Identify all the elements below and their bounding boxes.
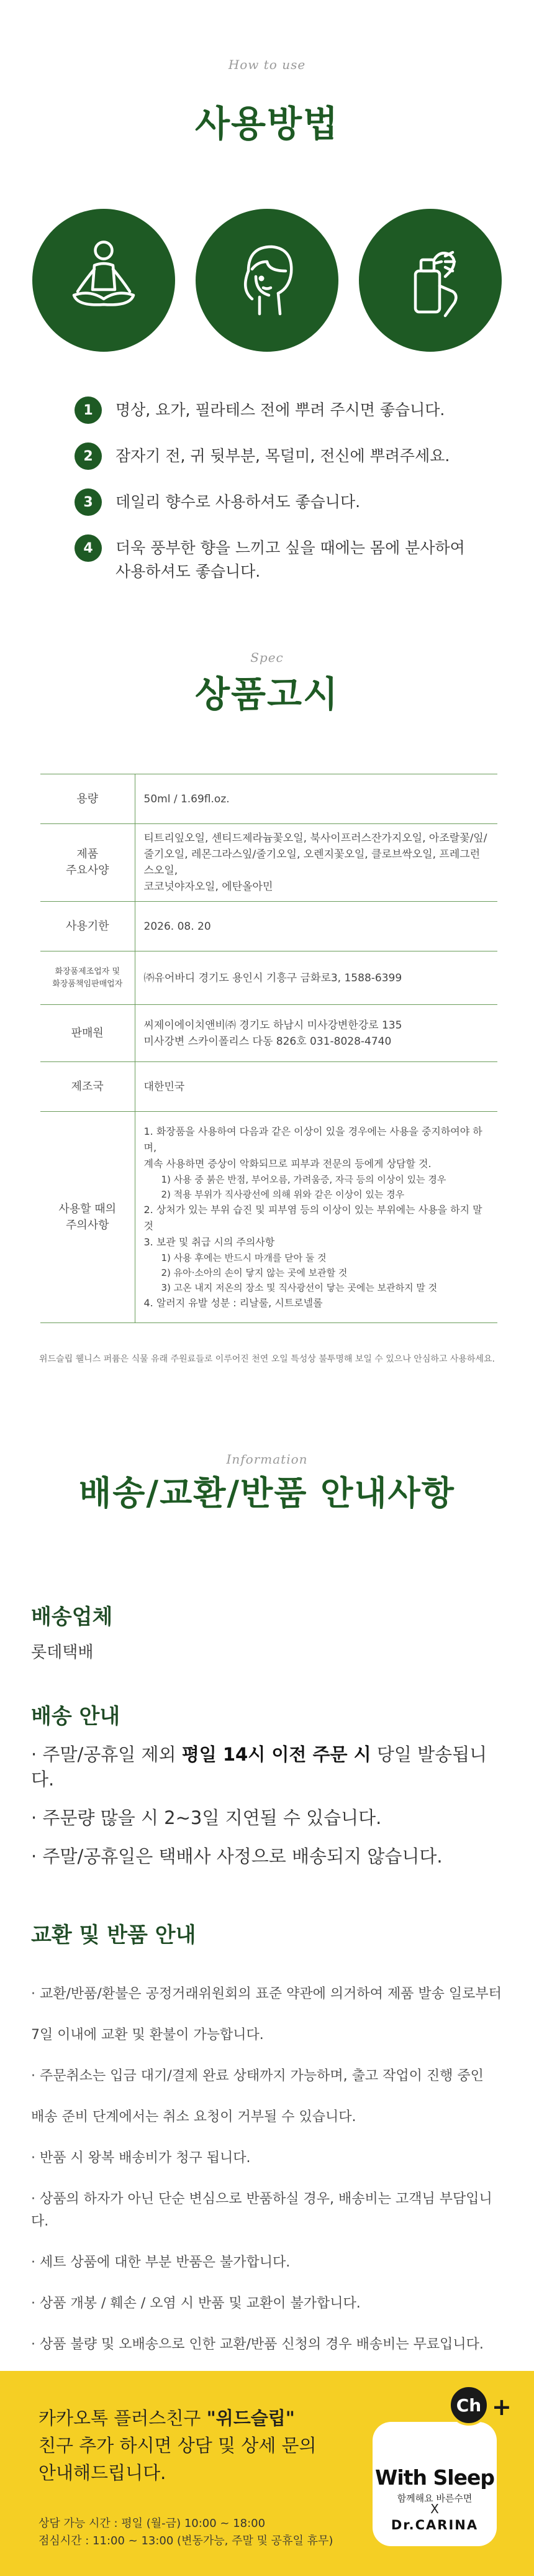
spec-table [40,774,497,1323]
kakao-channel-icon[interactable]: Ch [448,2385,489,2426]
spray-bottle-icon [359,209,502,352]
kakao-guide-text: 카카오톡 플러스친구 "위드슬립" 친구 추가 하시면 상담 및 상세 문의 안내해드립니다. [38,2408,317,2483]
shipping-script-title: Information [226,1452,308,1467]
spec-row [40,951,497,1005]
usage-step [75,534,484,584]
spec-key: 화장품제조업자 및 화장품책임판매업자 [40,951,135,1005]
kakao-footer-banner [0,2371,534,2576]
carrier-section [31,1600,503,1665]
spec-row [40,902,497,951]
usage-title: 사용방법 [194,103,340,145]
return-line: · 세트 상품에 대한 부분 반품은 불가합니다. [31,2255,291,2270]
spec-value: ㈜유어바디 경기도 용인시 기흥구 금화로3, 1588-6399 [135,951,497,1005]
shipping-title: 배송/교환/반품 안내사항 [79,1474,455,1513]
spec-value: 50ml / 1.69fl.oz. [135,774,497,824]
spec-key: 제품 주요사양 [40,824,135,902]
step-text: 잠자기 전, 귀 뒷부분, 목덜미, 전신에 뿌려주세요. [115,447,450,465]
badge-brand-name: Dr.CARINA [391,2518,479,2532]
delivery-guide-heading: 배송 안내 [31,1704,120,1729]
usage-steps [75,396,484,598]
return-list [31,1983,503,2356]
step-text: 데일리 향수로 사용하셔도 좋습니다. [115,493,361,511]
step-number: 4 [75,534,102,562]
spec-value: 2026. 08. 20 [135,902,497,951]
return-line: 배송 준비 단계에서는 취소 요청이 거부될 수 있습니다. [31,2109,356,2125]
spec-note: 위드슬립 웰니스 퍼퓸은 식물 유래 주원료들로 이루어진 천연 오일 특성상 불투명해 보일 수 있으나 안심하고 사용하세요. [39,1354,495,1364]
spec-row [40,824,497,902]
badge-tagline: 함께해요 바른수면 [397,2493,473,2504]
meditation-icon [32,209,175,352]
brand-badge[interactable] [373,2422,497,2546]
return-line: · 주문취소는 입금 대기/결제 완료 상태까지 가능하며, 출고 작업이 진행 중인 [31,2068,484,2084]
return-heading: 교환 및 반품 안내 [31,1923,196,1948]
step-text: 더욱 풍부한 향을 느끼고 싶을 때에는 몸에 분사하여 사용하셔도 좋습니다. [115,539,465,580]
return-line: · 상품의 하자가 아닌 단순 변심으로 반품하실 경우, 배송비는 고객님 부담입니다. [31,2191,492,2229]
spec-title: 상품고시 [194,673,340,715]
return-line: 7일 이내에 교환 및 환불이 가능합니다. [31,2027,264,2043]
carrier-heading: 배송업체 [31,1605,113,1629]
spec-value: 대한민국 [135,1062,497,1112]
delivery-guide-line: · 주말/공휴일 제외 평일 14시 이전 주문 시 당일 발송됩니다. [31,1744,487,1790]
caution-list: 1. 화장품을 사용하여 다음과 같은 이상이 있을 경우에는 사용을 중지하여야 하며, 계속 사용하면 증상이 악화되므로 피부과 전문의 등에게 상담할 것. 1) 사용 중 붉은 반점, 부어오름, 가려움증, 자극 등의 이상이 있는 경우 2) 적용 부위가 직사광선에 의해 위와 같은 이상이 있는 경우 2. 상처가 있는 부위 습진 및 피부염 등의 이상이 있는 부위에는 사용을 하지 말 것 3. 보관 및 취급 시의 주의사항 1) 사용 후에는 반드시 마개를 닫아 둘 것 2) 유아·소아의 손이 닿지 않는 곳에 보관할 것 3) 고온 내지 저온의 장소 및 직사광선이 닿는 곳에는 보관하지 말 것 4. 알러지 유발 성분 : 리날룰, 시트로넬롤 [135,1112,497,1323]
delivery-guide-line: · 주말/공휴일은 택배사 사정으로 배송되지 않습니다. [31,1846,443,1867]
step-number: 2 [75,442,102,470]
badge-x: X [430,2501,439,2516]
channel-plus-icon: + [492,2393,512,2421]
spec-key: 판매원 [40,1005,135,1062]
usage-script-title: How to use [228,57,306,72]
spec-row [40,1112,497,1323]
head-neck-icon [196,209,338,352]
step-number: 1 [75,396,102,424]
spec-key: 제조국 [40,1062,135,1112]
spec-row [40,1005,497,1062]
step-number: 3 [75,488,102,516]
spec-row [40,774,497,824]
spec-key: 사용기한 [40,902,135,951]
delivery-guide-line: · 주문량 많을 시 2~3일 지연될 수 있습니다. [31,1807,382,1828]
spec-script-title: Spec [250,650,284,665]
spec-key: 용량 [40,774,135,824]
spec-value: 티트리잎오일, 센티드제라늄꽃오일, 북사이프러스잔가지오일, 아조랄꽃/잎/ 줄기오일, 레몬그라스잎/줄기오일, 오렌지꽃오일, 클로브싹오일, 프레그런스오일, 코코넛야자오일, 에탄올아민 [135,824,497,902]
return-section [31,1918,503,2375]
delivery-guide-section [31,1699,503,1882]
badge-with-sleep: With Sleep [375,2465,494,2490]
return-line: · 반품 시 왕복 배송비가 청구 됩니다. [31,2150,251,2166]
usage-step [75,488,484,516]
usage-step [75,396,484,424]
spec-key: 사용할 때의 주의사항 [40,1112,135,1323]
usage-step [75,442,484,470]
usage-icons [0,209,534,352]
return-line: · 교환/반품/환불은 공정거래위원회의 표준 약관에 의거하여 제품 발송 일로부터 [31,1986,502,2002]
spec-value: 씨제이에이치앤비㈜ 경기도 하남시 미사강변한강로 135 미사강변 스카이폴리스 다동 826호 031-8028-4740 [135,1005,497,1062]
consult-hours: 상담 가능 시간 : 평일 (월-금) 10:00 ~ 18:00 점심시간 : 11:00 ~ 13:00 (변동가능, 주말 및 공휴일 휴무) [38,2517,333,2547]
spec-row [40,1062,497,1112]
return-line: · 상품 개봉 / 훼손 / 오염 시 반품 및 교환이 불가합니다. [31,2296,361,2311]
step-text: 명상, 요가, 필라테스 전에 뿌려 주시면 좋습니다. [115,401,445,419]
return-line: · 상품 불량 및 오배송으로 인한 교환/반품 신청의 경우 배송비는 무료입니다. [31,2337,484,2352]
carrier-name: 롯데택배 [31,1643,94,1662]
